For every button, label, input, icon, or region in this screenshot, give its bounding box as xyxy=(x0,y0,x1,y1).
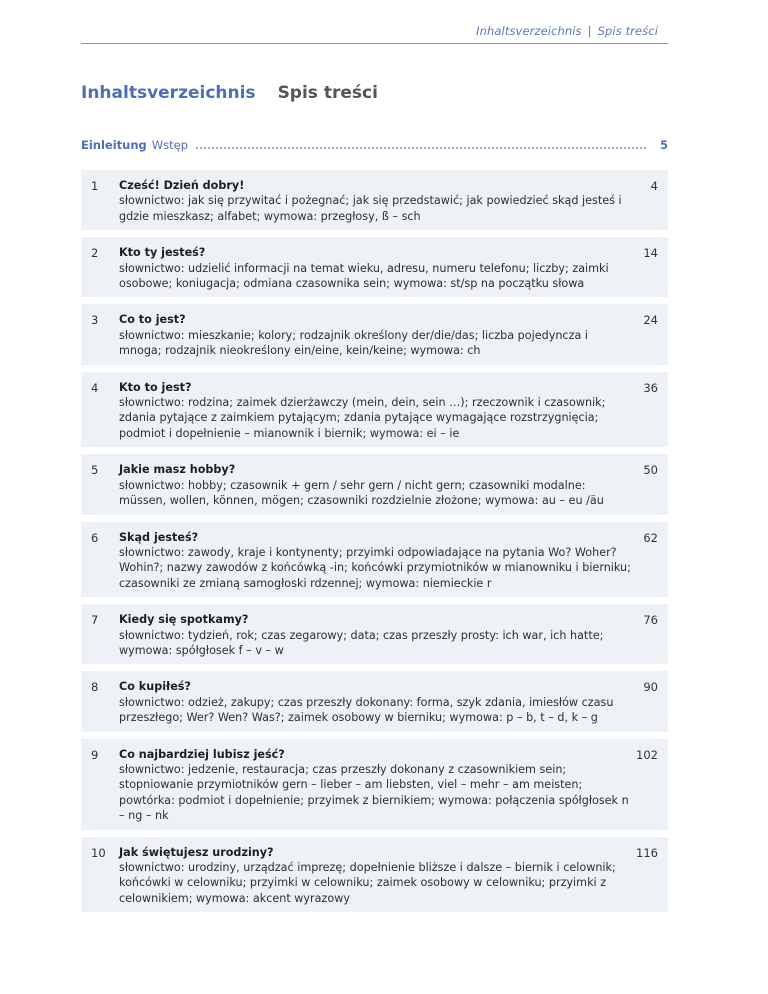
header-rule xyxy=(81,43,668,44)
toc-chapter-row[interactable] xyxy=(81,671,668,731)
intro-label-de: Einleitung xyxy=(81,138,147,152)
chapter-description: słownictwo: odzież, zakupy; czas przeszły dokonany: forma, szyk zdania, imiesłów czasu przeszłego; Wer? Wen? Was?; zaimek osobowy w bierniku; wymowa: p – b, t – d, k – g xyxy=(119,695,614,725)
chapter-description: słownictwo: jedzenie, restauracja; czas przeszły dokonany z czasownikiem sein; stopniowanie przymiotników gern – lieber – am liebsten, viel – mehr – am meisten; powtórka: podmiot i dopełnienie; przyimek z biernikiem; wymowa: połączenia spółgłosek n – ng – nk xyxy=(119,762,629,823)
chapter-page-number: 102 xyxy=(636,747,658,762)
running-head-de: Inhaltsverzeichnis xyxy=(476,24,582,38)
toc-chapter-row[interactable] xyxy=(81,454,668,514)
running-head-separator: | xyxy=(587,24,592,38)
chapter-page-number: 36 xyxy=(643,380,658,395)
chapter-page-number: 50 xyxy=(643,463,658,478)
chapter-title: Co najbardziej lubisz jeść? xyxy=(119,747,285,761)
chapter-number: 4 xyxy=(91,380,99,395)
chapter-number: 7 xyxy=(91,613,99,628)
chapter-number: 1 xyxy=(91,179,99,193)
toc-chapter-row[interactable] xyxy=(81,837,668,913)
page-title-pl: Spis treści xyxy=(277,83,378,103)
chapter-page-number: 4 xyxy=(650,179,658,193)
chapter-number: 8 xyxy=(91,680,99,695)
chapter-description: słownictwo: rodzina; zaimek dzierżawczy (mein, dein, sein …); rzeczownik i czasownik; zdania pytające z zaimkiem pytającym; zdania pytające wymagające rozstrzygnięcia; podmiot i dopełnienie – mianownik i biernik; wymowa: ei – ie xyxy=(119,396,606,440)
chapter-page-number: 76 xyxy=(643,613,658,628)
toc-intro-entry[interactable] xyxy=(81,138,668,156)
chapter-title: Jakie masz hobby? xyxy=(119,463,236,477)
chapter-description: słownictwo: zawody, kraje i kontynenty; przyimki odpowiadające na pytania Wo? Woher? Wohin?; nazwy zawodów z końcówką -in; końcówki przymiotników w mianowniku i bierniku; czasowniki ze zmianą samogłoski rdzennej; wymowa: niemieckie r xyxy=(119,545,631,590)
toc-chapter-row[interactable] xyxy=(81,304,668,364)
chapter-page-number: 14 xyxy=(643,246,658,261)
chapter-number: 10 xyxy=(91,845,106,860)
toc-chapter-row[interactable] xyxy=(81,237,668,297)
chapter-number: 2 xyxy=(91,246,99,261)
page-title-de: Inhaltsverzeichnis xyxy=(81,83,256,103)
toc-chapter-row[interactable] xyxy=(81,739,668,830)
chapter-page-number: 24 xyxy=(643,313,658,328)
toc-chapter-row[interactable] xyxy=(81,604,668,664)
toc-chapter-row[interactable] xyxy=(81,372,668,448)
intro-label-pl: Wstęp xyxy=(151,138,189,152)
chapter-page-number: 116 xyxy=(636,845,658,860)
chapter-description: słownictwo: urodziny, urządzać imprezę; dopełnienie bliższe i dalsze – biernik i celownik; końcówki w celowniku; przyimki w celowniku; zaimek osobowy w celowniku; przyimki z celownikiem; wymowa: akcent wyrazowy xyxy=(119,861,616,905)
chapter-title: Co to jest? xyxy=(119,313,186,327)
running-head xyxy=(476,24,658,38)
chapter-title: Jak świętujesz urodziny? xyxy=(119,845,274,859)
chapter-description: słownictwo: udzielić informacji na temat wieku, adresu, numeru telefonu; liczby; zaimki osobowe; koniugacja; odmiana czasownika sein; wymowa: st/sp na początku słowa xyxy=(119,261,609,291)
page-title xyxy=(81,83,378,103)
chapter-title: Co kupiłeś? xyxy=(119,680,191,694)
running-head-pl: Spis treści xyxy=(597,24,658,38)
chapter-number: 6 xyxy=(91,530,99,545)
intro-page-number: 5 xyxy=(659,138,668,152)
chapter-description: słownictwo: tydzień, rok; czas zegarowy; data; czas przeszły prosty: ich war, ich hatte; wymowa: spółgłosek f – v – w xyxy=(119,628,604,657)
chapter-title: Skąd jesteś? xyxy=(119,530,199,544)
toc-chapter-row[interactable] xyxy=(81,522,668,598)
chapter-number: 5 xyxy=(91,463,99,478)
chapter-description: słownictwo: jak się przywitać i pożegnać; jak się przedstawić; jak powiedzieć skąd jesteś i gdzie mieszkasz; alfabet; wymowa: przegłosy, ß – sch xyxy=(119,194,622,223)
chapter-title: Kto ty jesteś? xyxy=(119,246,206,260)
chapter-number: 9 xyxy=(91,747,99,762)
chapter-title: Cześć! Dzień dobry! xyxy=(119,179,245,192)
chapter-title: Kiedy się spotkamy? xyxy=(119,613,249,627)
chapter-description: słownictwo: mieszkanie; kolory; rodzajnik określony der/die/das; liczba pojedyncza i mnoga; rodzajnik nieokreślony ein/eine, kein/keine; wymowa: ch xyxy=(119,328,588,358)
toc-list xyxy=(81,170,668,919)
chapter-description: słownictwo: hobby; czasownik + gern / sehr gern / nicht gern; czasowniki modalne: müssen, wollen, können, mögen; czasowniki rozdzielnie złożone; wymowa: au – eu /äu xyxy=(119,478,604,508)
chapter-page-number: 62 xyxy=(643,530,658,545)
chapter-page-number: 90 xyxy=(643,680,658,695)
chapter-number: 3 xyxy=(91,313,99,328)
chapter-title: Kto to jest? xyxy=(119,380,192,394)
toc-chapter-row[interactable] xyxy=(81,170,668,230)
dot-leader xyxy=(196,138,646,149)
